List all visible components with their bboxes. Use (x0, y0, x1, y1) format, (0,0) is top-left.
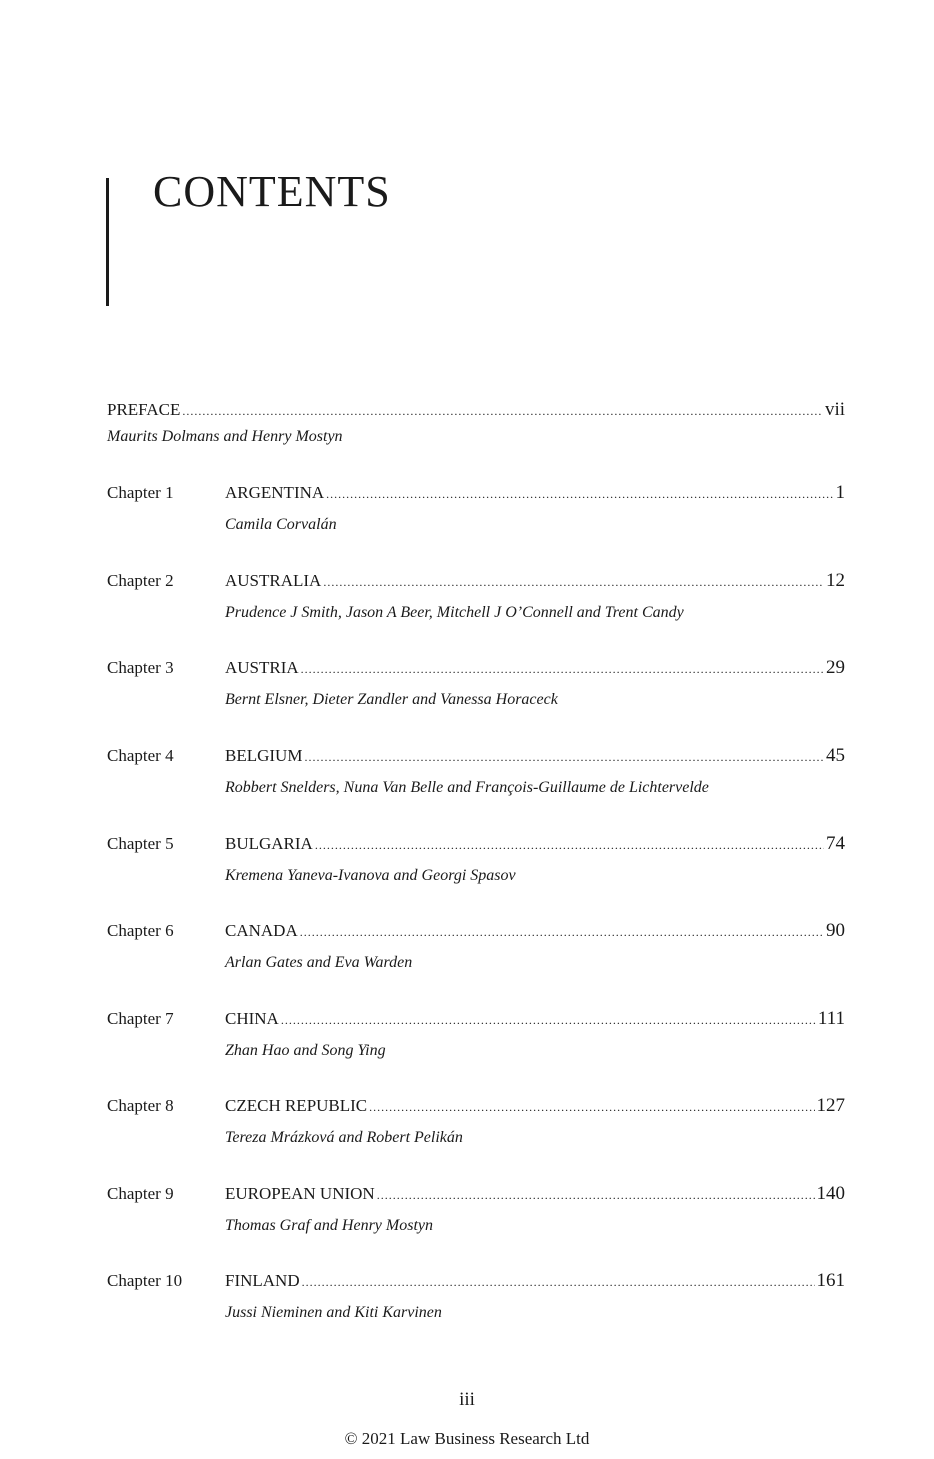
chapter-page: 12 (826, 570, 845, 591)
chapter-number: Chapter 2 (107, 571, 174, 590)
chapter-page: 90 (826, 920, 845, 941)
toc-preface-authors: Maurits Dolmans and Henry Mostyn (107, 428, 343, 445)
page-title: CONTENTS (153, 167, 391, 216)
dot-leader (304, 745, 824, 769)
chapter-number: Chapter 8 (107, 1096, 174, 1115)
chapter-number: Chapter 9 (107, 1184, 174, 1203)
chapter-number: Chapter 6 (107, 921, 174, 940)
table-of-contents (107, 398, 845, 1321)
chapter-title: EUROPEAN UNION (225, 1184, 375, 1203)
chapter-title: CHINA (225, 1009, 279, 1028)
chapter-authors: Jussi Nieminen and Kiti Karvinen (225, 1304, 442, 1321)
chapter-page: 127 (816, 1095, 845, 1116)
chapter-page: 161 (816, 1270, 845, 1291)
chapter-authors: Robbert Snelders, Nuna Van Belle and François-Guillaume de Lichtervelde (225, 779, 709, 796)
dot-leader (281, 1008, 816, 1032)
chapter-number: Chapter 1 (107, 483, 174, 502)
dot-leader (326, 482, 833, 506)
chapter-number: Chapter 4 (107, 746, 174, 765)
dot-leader (300, 920, 824, 944)
dot-leader (369, 1095, 814, 1119)
chapter-authors: Kremena Yaneva-Ivanova and Georgi Spasov (225, 867, 516, 884)
chapter-title: AUSTRALIA (225, 571, 322, 590)
dot-leader (323, 570, 824, 594)
chapter-page: 1 (835, 482, 845, 503)
chapter-title: CZECH REPUBLIC (225, 1096, 368, 1115)
chapter-authors: Camila Corvalán (225, 516, 337, 533)
dot-leader (377, 1183, 815, 1207)
page-number: iii (459, 1389, 475, 1410)
chapter-title: BELGIUM (225, 746, 303, 765)
chapter-authors: Thomas Graf and Henry Mostyn (225, 1217, 433, 1234)
dot-leader (301, 657, 824, 681)
chapter-authors: Prudence J Smith, Jason A Beer, Mitchell J O’Connell and Trent Candy (225, 604, 684, 621)
chapter-number: Chapter 3 (107, 658, 174, 677)
toc-preface-line (107, 398, 845, 423)
chapter-number: Chapter 7 (107, 1009, 174, 1028)
chapter-title: ARGENTINA (225, 483, 325, 502)
chapter-title: BULGARIA (225, 834, 313, 853)
chapter-authors: Bernt Elsner, Dieter Zandler and Vanessa Horaceck (225, 691, 558, 708)
chapter-authors: Zhan Hao and Song Ying (225, 1042, 386, 1059)
toc-preface-entry[interactable] (107, 398, 845, 448)
chapter-number: Chapter 10 (107, 1271, 183, 1290)
chapter-page: 29 (826, 657, 845, 678)
chapter-authors: Tereza Mrázková and Robert Pelikán (225, 1129, 463, 1146)
dot-leader (302, 1270, 815, 1294)
toc-preface-label: PREFACE (107, 400, 181, 419)
chapter-page: 111 (817, 1008, 845, 1029)
chapter-title: CANADA (225, 921, 298, 940)
chapter-title: FINLAND (225, 1271, 300, 1290)
toc-preface-page: vii (824, 399, 845, 420)
dot-leader (315, 833, 824, 857)
copyright-notice: © 2021 Law Business Research Ltd (344, 1429, 590, 1448)
chapter-number: Chapter 5 (107, 834, 174, 853)
chapter-page: 45 (826, 745, 845, 766)
chapter-page: 140 (816, 1183, 845, 1204)
chapter-title: AUSTRIA (225, 658, 299, 677)
chapter-authors: Arlan Gates and Eva Warden (225, 954, 413, 971)
dot-leader (182, 399, 823, 423)
chapter-page: 74 (826, 833, 845, 854)
title-accent-rule (106, 178, 109, 306)
